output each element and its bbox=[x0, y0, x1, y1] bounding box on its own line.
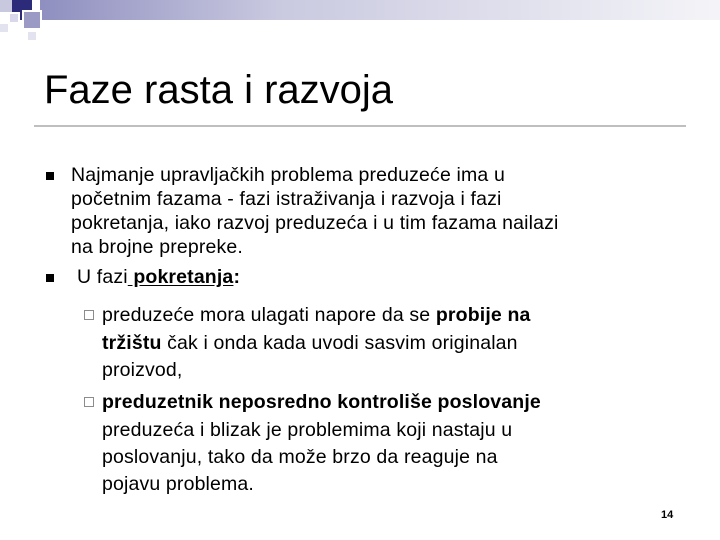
bullet-1-line-2: početnim fazama - fazi istraživanja i razvoja i fazi bbox=[71, 188, 502, 210]
sub-bullet-2-line-2: preduzeća i blizak je problemima koji nastaju u bbox=[102, 419, 513, 441]
bullet-square-icon bbox=[46, 172, 54, 180]
bullet-2-text bbox=[77, 265, 240, 289]
sub-bullet-1-line-3: proizvod, bbox=[102, 359, 183, 381]
sub-bullet-2-line-4: pojavu problema. bbox=[102, 473, 254, 495]
sub-bullet-1-emphasis: probije na bbox=[435, 304, 531, 326]
sub-bullet-1-line-2 bbox=[102, 331, 518, 355]
sub-bullet-1-line-1 bbox=[102, 303, 531, 327]
bullet-2-prefix: U fazi bbox=[77, 266, 128, 288]
sub-bullet-2-line-1: preduzetnik neposredno kontroliše poslovanje bbox=[102, 391, 541, 413]
hollow-square-bullet-icon bbox=[84, 310, 94, 320]
bullet-1-line-1: Najmanje upravljačkih problema preduzeće ima u bbox=[71, 164, 505, 186]
bullet-1-line-3: pokretanja, iako razvoj preduzeća i u tim fazama nailazi bbox=[71, 212, 559, 234]
sub-bullet-1-text: preduzeće mora ulagati napore da se bbox=[102, 304, 436, 326]
slide-title: Faze rasta i razvoja bbox=[44, 68, 394, 112]
sub-bullet-1-text-2: čak i onda kada uvodi sasvim originalan bbox=[161, 332, 518, 354]
bullet-2-emphasis: pokretanja bbox=[127, 266, 234, 288]
bullet-1-line-4: na brojne prepreke. bbox=[71, 236, 243, 258]
hollow-square-bullet-icon bbox=[84, 397, 94, 407]
bullet-square-icon bbox=[46, 274, 54, 282]
sub-bullet-1-emphasis-2: tržištu bbox=[102, 332, 162, 354]
page-number: 14 bbox=[661, 509, 674, 521]
sub-bullet-2-line-3: poslovanju, tako da može brzo da reaguje na bbox=[102, 446, 498, 468]
bullet-2-suffix: : bbox=[233, 266, 241, 288]
